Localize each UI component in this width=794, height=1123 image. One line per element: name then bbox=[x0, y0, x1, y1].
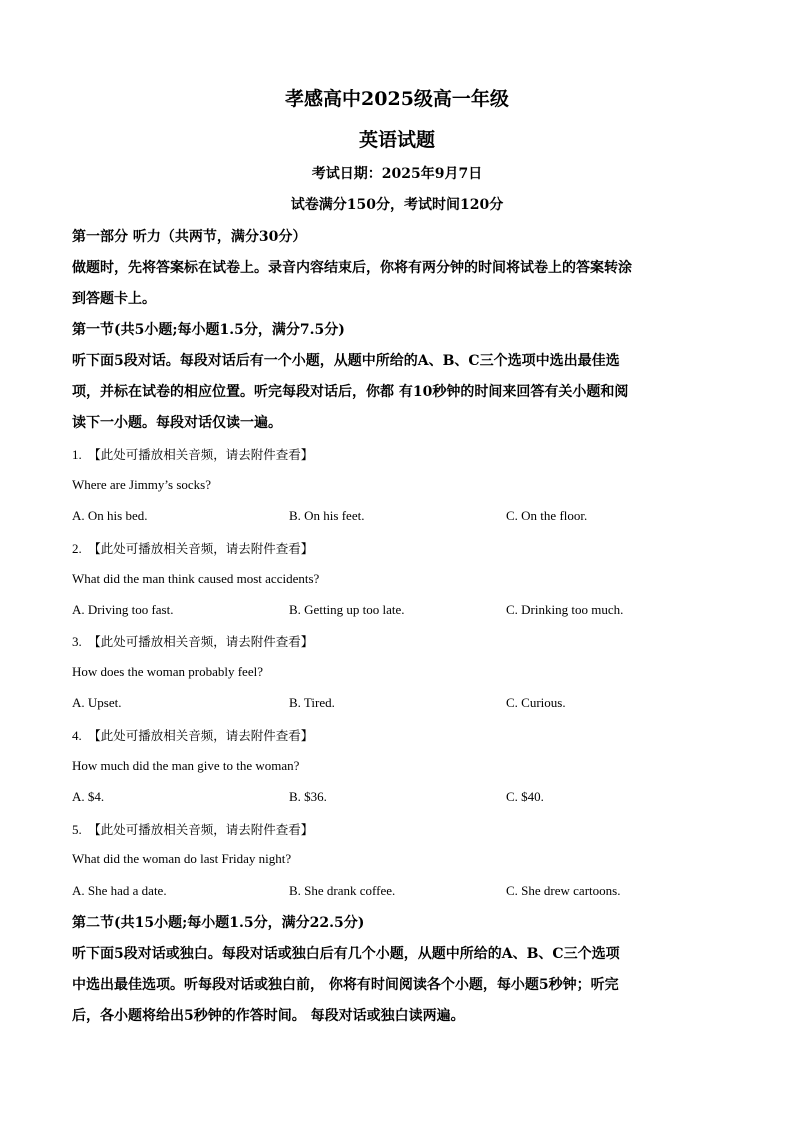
section1-instruction-line: 读下一小题。每段对话仅读一遍。 bbox=[72, 415, 282, 431]
question-number: 5. bbox=[72, 822, 82, 837]
section1-instruction-line: 项，并标在试卷的相应位置。听完每段对话后，你都 有10秒钟的时间来回答有关小题和阅 bbox=[72, 384, 629, 400]
option-c: C. Drinking too much. bbox=[506, 602, 624, 617]
section2-heading: 第二节(共15小题;每小题1.5分，满分22.5分) bbox=[72, 915, 365, 931]
question-text: How much did the man give to the woman? bbox=[72, 758, 300, 773]
option-b: B. She drank coffee. bbox=[289, 883, 396, 898]
question-number: 4. bbox=[72, 728, 82, 743]
question-number: 3. bbox=[72, 634, 82, 649]
score-time: 试卷满分150分，考试时间120分 bbox=[290, 197, 504, 213]
section1-heading: 第一节(共5小题;每小题1.5分，满分7.5分) bbox=[72, 322, 345, 338]
option-c: C. $40. bbox=[506, 789, 544, 804]
school-title: 孝感高中2025级高一年级 bbox=[285, 88, 509, 110]
audio-placeholder[interactable]: 【此处可播放相关音频，请去附件查看】 bbox=[88, 634, 314, 649]
question-number: 2. bbox=[72, 541, 82, 556]
option-a: A. Upset. bbox=[72, 695, 122, 710]
audio-placeholder[interactable]: 【此处可播放相关音频，请去附件查看】 bbox=[88, 822, 314, 837]
option-a: A. She had a date. bbox=[72, 883, 167, 898]
part1-instruction-line: 做题时，先将答案标在试卷上。录音内容结束后，你将有两分钟的时间将试卷上的答案转涂 bbox=[72, 260, 632, 276]
option-b: B. Tired. bbox=[289, 695, 335, 710]
option-c: C. On the floor. bbox=[506, 508, 588, 523]
option-b: B. $36. bbox=[289, 789, 327, 804]
part1-instruction-line: 到答题卡上。 bbox=[72, 291, 156, 307]
section2-instruction-line: 后，各小题将给出5秒钟的作答时间。 每段对话或独白读两遍。 bbox=[72, 1008, 465, 1024]
section2-instruction-line: 中选出最佳选项。听每段对话或独白前， 你将有时间阅读各个小题，每小题5秒钟；听完 bbox=[72, 977, 619, 993]
section1-instruction-line: 听下面5段对话。每段对话后有一个小题，从题中所给的A、B、C三个选项中选出最佳选 bbox=[72, 353, 620, 369]
question-audio-line bbox=[72, 632, 313, 650]
question-audio-line bbox=[72, 726, 313, 744]
option-c: C. Curious. bbox=[506, 695, 566, 710]
question-text: How does the woman probably feel? bbox=[72, 664, 263, 679]
section2-instruction-line: 听下面5段对话或独白。每段对话或独白后有几个小题，从题中所给的A、B、C三个选项 bbox=[72, 946, 620, 962]
option-b: B. Getting up too late. bbox=[289, 602, 405, 617]
option-a: A. $4. bbox=[72, 789, 105, 804]
exam-date: 考试日期：2025年9月7日 bbox=[311, 166, 483, 182]
question-audio-line bbox=[72, 539, 313, 557]
subject-title: 英语试题 bbox=[358, 129, 435, 151]
audio-placeholder[interactable]: 【此处可播放相关音频，请去附件查看】 bbox=[88, 447, 314, 462]
option-a: A. On his bed. bbox=[72, 508, 148, 523]
option-b: B. On his feet. bbox=[289, 508, 365, 523]
option-c: C. She drew cartoons. bbox=[506, 883, 621, 898]
part1-heading: 第一部分 听力（共两节，满分30分） bbox=[72, 229, 307, 245]
question-number: 1. bbox=[72, 447, 82, 462]
question-text: What did the woman do last Friday night? bbox=[72, 851, 292, 866]
question-text: What did the man think caused most accidents? bbox=[72, 571, 320, 586]
question-text: Where are Jimmy’s socks? bbox=[72, 477, 211, 492]
audio-placeholder[interactable]: 【此处可播放相关音频，请去附件查看】 bbox=[88, 728, 314, 743]
audio-placeholder[interactable]: 【此处可播放相关音频，请去附件查看】 bbox=[88, 541, 314, 556]
question-audio-line bbox=[72, 820, 313, 838]
question-audio-line bbox=[72, 445, 313, 463]
option-a: A. Driving too fast. bbox=[72, 602, 174, 617]
